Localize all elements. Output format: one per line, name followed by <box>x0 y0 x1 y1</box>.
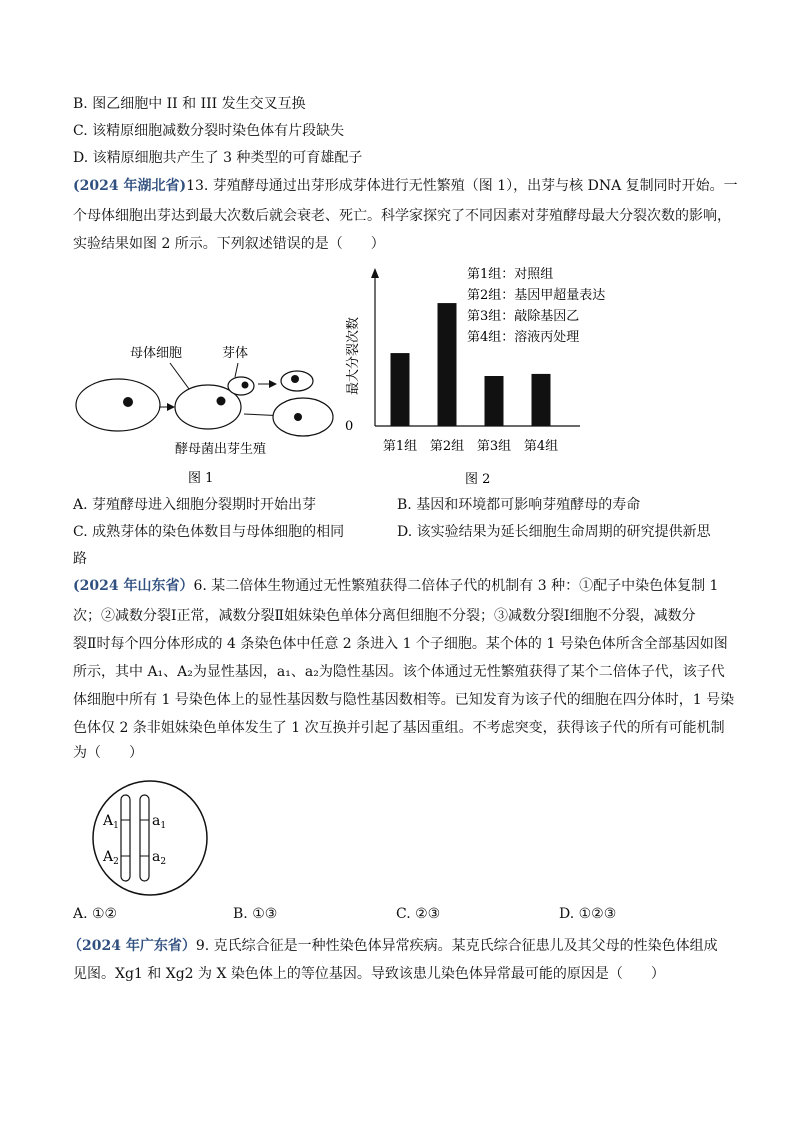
bar-3 <box>485 376 504 426</box>
q6-line4: 所示，其中 A₁、A₂为显性基因，a₁、a₂为隐性基因。该个体通过无性繁殖获得了某个二倍体子代，该子代 <box>73 664 725 680</box>
legend-entry-1: 第1组：对照组 <box>467 267 554 282</box>
q6-option-d: D. ①②③ <box>559 906 617 922</box>
fig1-label: 图 1 <box>188 471 214 486</box>
q6-line5: 体细胞中所有 1 号染色体上的显性基因数与隐性基因数相等。已知发育为该子代的细胞在四分体时，1 号染 <box>73 692 735 708</box>
gene-A1: $A_1$ <box>103 813 119 831</box>
q6-option-a: A. ①② <box>73 906 118 922</box>
q13-line3: 实验结果如图 2 所示。下列叙述错误的是（ ） <box>73 236 385 252</box>
q9-text-1: 9. 克氏综合征是一种性染色体异常疾病。某克氏综合征患儿及其父母的性染色体组成 <box>195 938 718 954</box>
q6-source-tag: (2024 年山东省） <box>73 578 194 594</box>
origin-label: 0 <box>345 419 354 434</box>
q6-text-1: 6. 某二倍体生物通过无性繁殖获得二倍体子代的机制有 3 种：①配子中染色体复制 1 <box>193 578 719 594</box>
fig2-label: 图 2 <box>465 472 491 487</box>
resulting-cell <box>273 398 333 436</box>
q9-line1 <box>68 936 718 956</box>
chromosome-left <box>121 795 130 881</box>
q13-option-d: D. 该实验结果为延长细胞生命周期的研究提供新思 <box>397 524 711 540</box>
q6-line7: 为（ ） <box>73 745 143 761</box>
bar-1 <box>391 353 410 426</box>
legend-entry-4: 第4组：溶液丙处理 <box>467 330 580 345</box>
q9-source-tag: （2024 年广东省） <box>68 938 196 954</box>
q6-option-b: B. ①③ <box>233 906 278 922</box>
q6-line1 <box>73 576 718 596</box>
q13-source-tag: (2024 年湖北省) <box>73 178 187 194</box>
option-c-prev: C. 该精原细胞减数分裂时染色体有片段缺失 <box>73 123 345 139</box>
x-tick-label-4: 第4组 <box>523 439 559 454</box>
q13-text-1: 13. 芽殖酵母通过出芽形成芽体进行无性繁殖（图 1），出芽与核 DNA 复制同时开始。一 <box>186 178 738 194</box>
chromosome-right <box>140 795 149 881</box>
cell-outline <box>93 781 207 895</box>
q6-line3: 裂Ⅱ时每个四分体形成的 4 条染色体中任意 2 条进入 1 个子细胞。某个体的 1 号染色体所含全部基因如图 <box>73 636 728 652</box>
q13-option-c-cont: 路 <box>73 551 87 567</box>
q6-line6: 色体仅 2 条非姐妹染色单体发生了 1 次互换并引起了基因重组。不考虑突变，获得该子代的所有可能机制 <box>73 720 725 736</box>
y-axis-label: 最大分裂次数 <box>346 316 361 395</box>
bud <box>228 377 254 395</box>
option-b-prev: B. 图乙细胞中 II 和 III 发生交叉互换 <box>73 96 306 112</box>
figure-1-budding-diagram <box>70 335 340 495</box>
q13-option-c: C. 成熟芽体的染色体数目与母体细胞的相同 <box>73 524 345 540</box>
x-tick-label-1: 第1组 <box>382 439 418 454</box>
option-d-prev: D. 该精原细胞共产生了 3 种类型的可育雄配子 <box>73 150 363 166</box>
q13-option-a: A. 芽殖酵母进入细胞分裂期时开始出芽 <box>73 497 317 513</box>
bar-4 <box>532 374 551 426</box>
bud-label: 芽体 <box>222 346 249 361</box>
q6-option-c: C. ②③ <box>396 906 441 922</box>
mother-cell <box>76 379 160 431</box>
legend-entry-3: 第3组：敲除基因乙 <box>467 309 580 324</box>
chromosome-diagram <box>72 780 232 900</box>
q13-line2: 个母体细胞出芽达到最大次数后就会衰老、死亡。科学家探究了不同因素对芽殖酵母最大分裂次数的影响， <box>73 208 731 224</box>
gene-a2: $a_2$ <box>152 849 167 867</box>
gene-A2: $A_2$ <box>103 849 119 867</box>
gene-a1: $a_1$ <box>152 813 167 831</box>
x-tick-label-2: 第2组 <box>429 439 465 454</box>
x-tick-label-3: 第3组 <box>476 439 512 454</box>
q13-option-b: B. 基因和环境都可影响芽殖酵母的寿命 <box>397 497 641 513</box>
fig1-caption: 酵母菌出芽生殖 <box>175 442 267 457</box>
q9-line2: 见图。Xg1 和 Xg2 为 X 染色体上的等位基因。导致该患儿染色体异常最可能的原因是（ ） <box>73 966 665 982</box>
q13-line1 <box>73 176 738 196</box>
mother-cell-label: 母体细胞 <box>130 346 183 361</box>
bar-2 <box>438 303 457 426</box>
legend-entry-2: 第2组：基因甲超量表达 <box>467 288 606 303</box>
q6-line2: 次；②减数分裂Ⅰ正常，减数分裂Ⅱ姐妹染色单体分离但细胞不分裂；③减数分裂Ⅰ细胞不分裂，减数分 <box>73 608 696 624</box>
figure-2-bar-chart <box>335 260 635 490</box>
